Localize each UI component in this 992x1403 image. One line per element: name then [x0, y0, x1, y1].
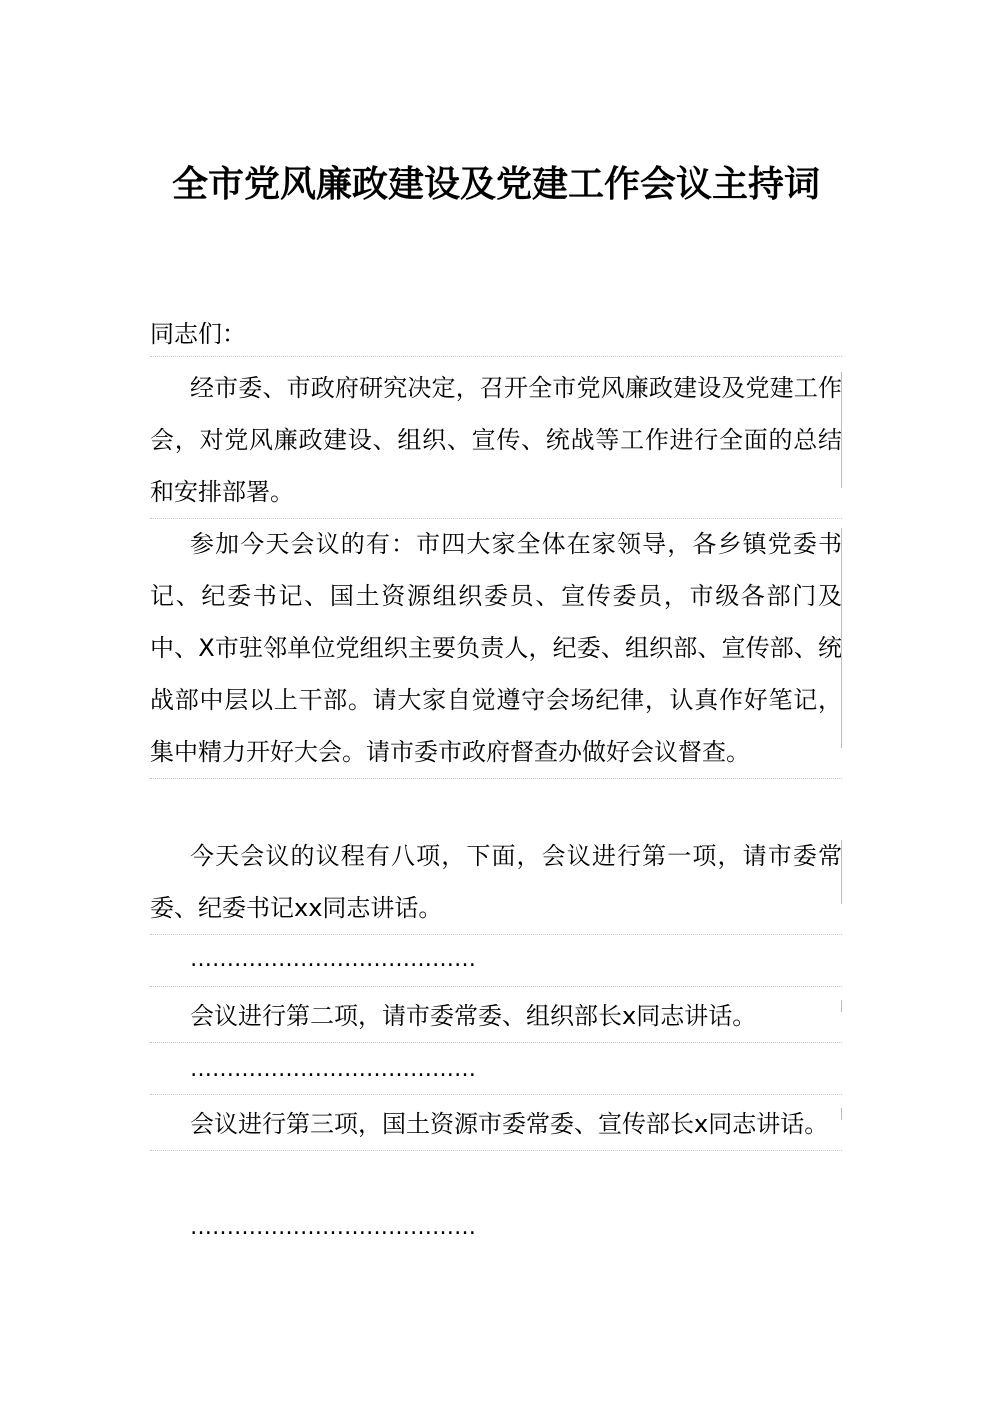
ellipsis-2: …………………………………	[190, 1057, 476, 1082]
ellipsis-3: …………………………………	[190, 1215, 476, 1240]
paragraph-2: 参加今天会议的有：市四大家全体在家领导，各乡镇党委书记、纪委书记、国土资源组织委员、宣传委员，市级各部门及中、X市驻邻单位党组织主要负责人，纪委、组织部、宣传部、统战部中层以上干部。请大家自觉遵守会场纪律，认真作好笔记，集中精力开好大会。请市委市政府督查办做好会议督查。	[150, 518, 842, 779]
document-title: 全市党风廉政建设及党建工作会议主持词	[171, 164, 820, 205]
ellipsis-1: …………………………………	[190, 947, 476, 972]
divider	[150, 1094, 842, 1095]
divider	[150, 356, 842, 357]
greeting: 同志们：	[150, 320, 246, 348]
paragraph-4: 会议进行第二项，请市委常委、组织部长x同志讲话。	[150, 990, 842, 1043]
paragraph-5: 会议进行第三项，国土资源市委常委、宣传部长x同志讲话。	[150, 1098, 842, 1151]
paragraph-3: 今天会议的议程有八项，下面，会议进行第一项，请市委常委、纪委书记xx同志讲话。	[150, 830, 842, 935]
divider	[150, 986, 842, 987]
paragraph-1: 经市委、市政府研究决定，召开全市党风廉政建设及党建工作会，对党风廉政建设、组织、宣传、统战等工作进行全面的总结和安排部署。	[150, 362, 842, 519]
